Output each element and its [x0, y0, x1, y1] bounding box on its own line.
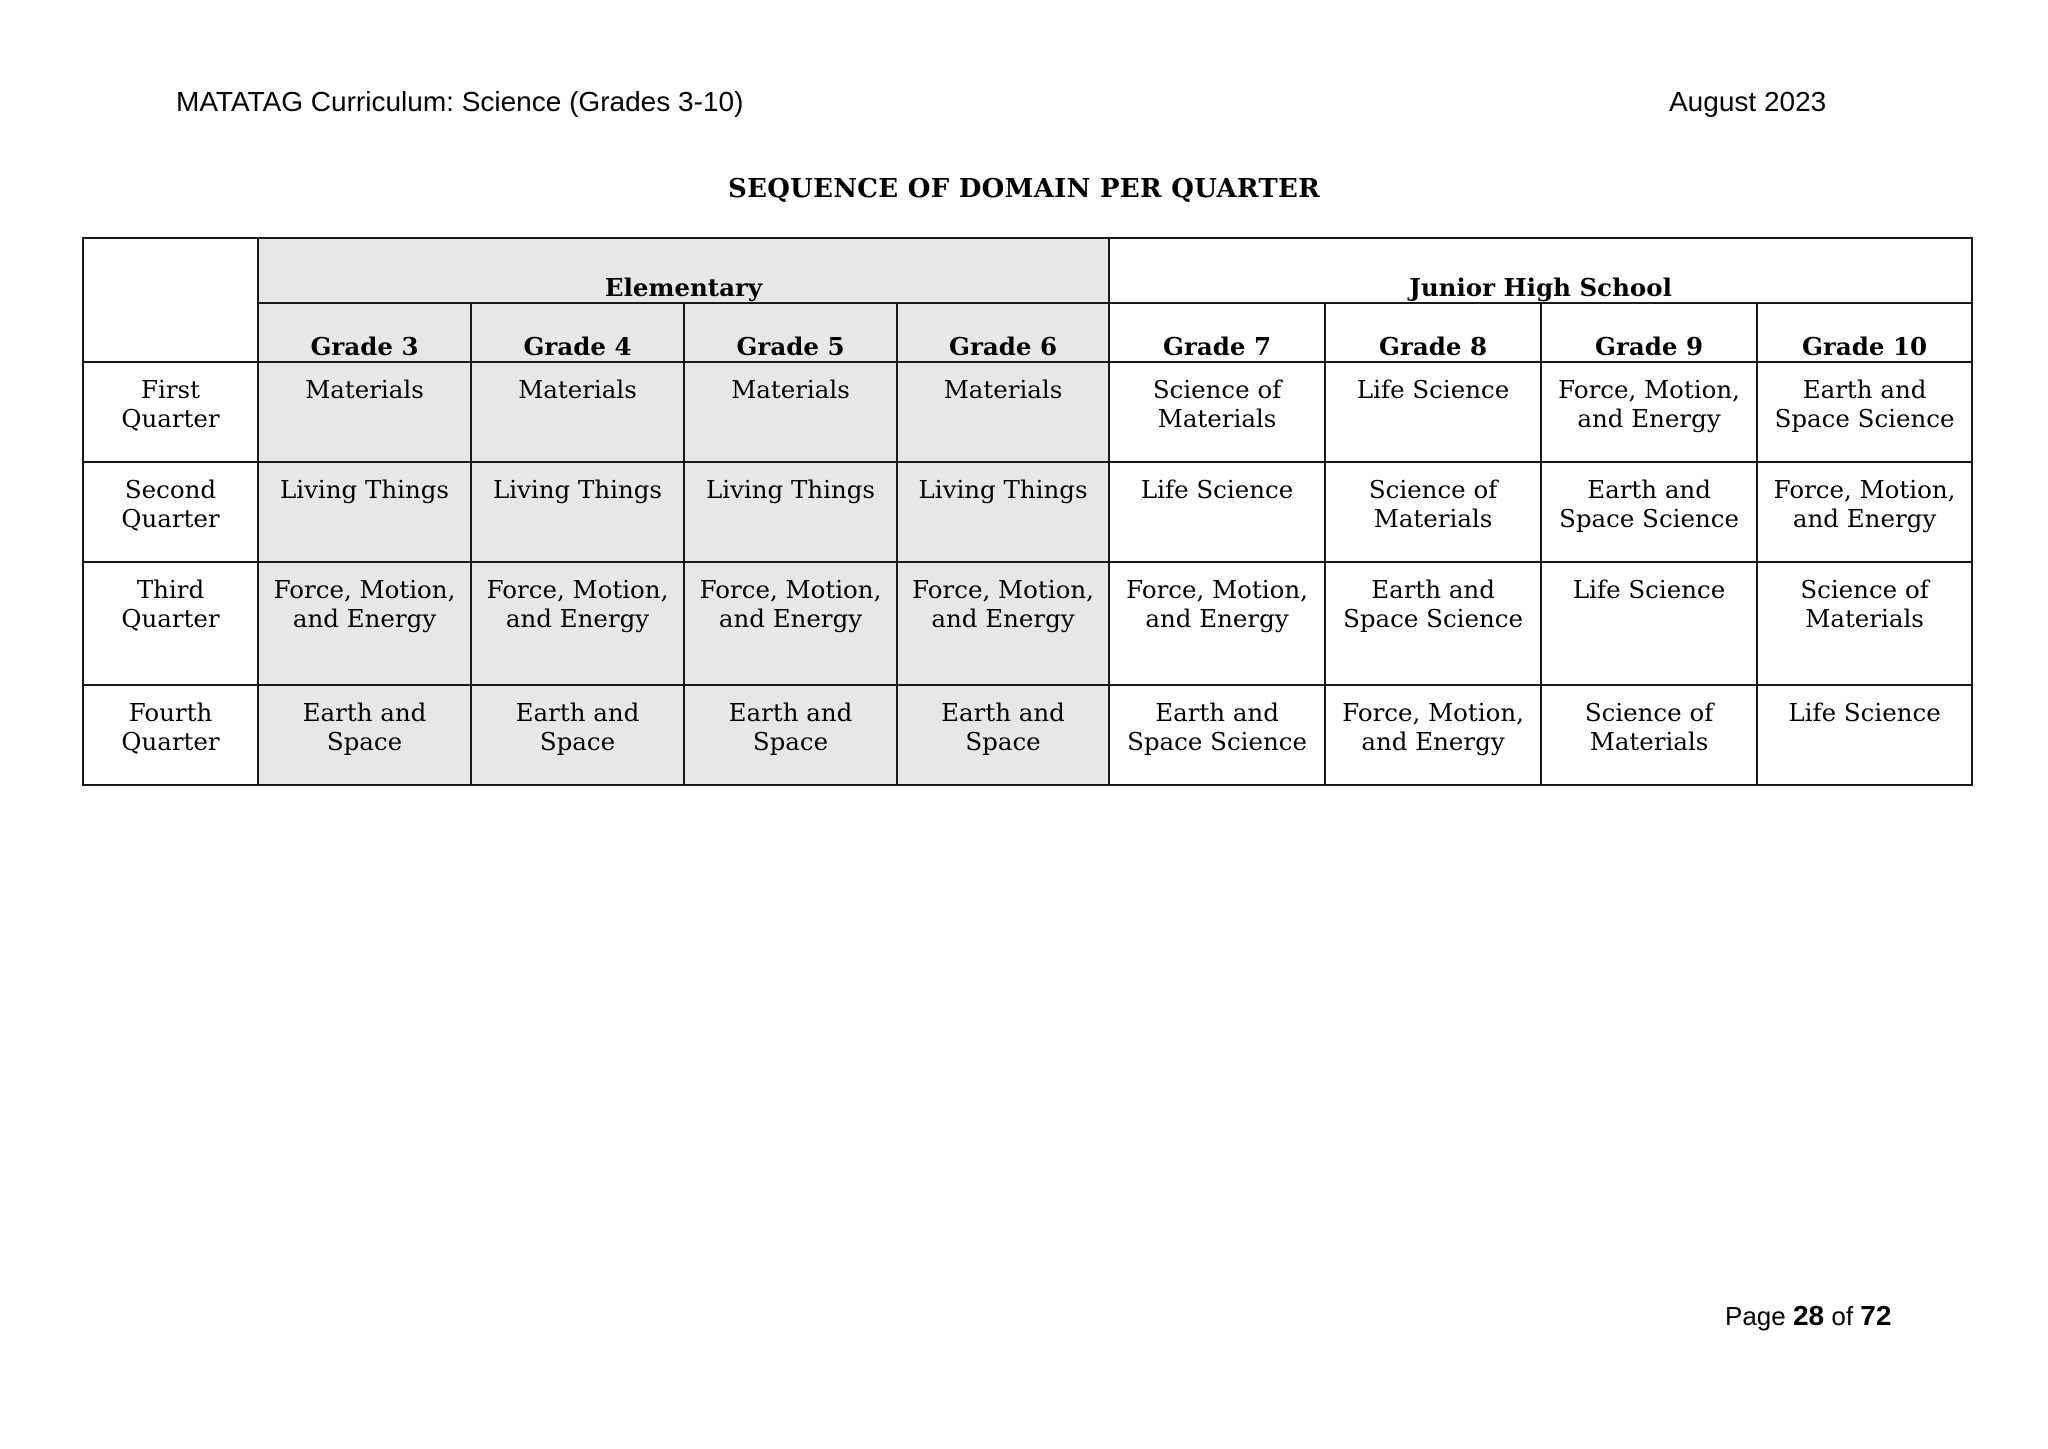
domain-cell-line: Life Science — [1140, 475, 1294, 504]
quarter-label — [83, 562, 258, 685]
domain-cell-line: Materials — [1157, 404, 1277, 433]
group-header-elementary: Elementary — [258, 238, 1109, 303]
grade-header: Grade 5 — [684, 303, 897, 362]
domain-cell-line: Space — [326, 727, 403, 756]
domain-cell — [1325, 362, 1541, 462]
domain-cell — [1757, 362, 1972, 462]
domain-cell — [1325, 462, 1541, 562]
domain-cell-line: Materials — [305, 375, 424, 404]
domain-cell-line: Space Science — [1343, 604, 1523, 633]
current-page: 28 — [1792, 1300, 1825, 1331]
domain-cell — [258, 362, 471, 462]
domain-cell — [1541, 562, 1757, 685]
grade-header: Grade 6 — [897, 303, 1109, 362]
domain-cell — [471, 362, 684, 462]
of-word: of — [1831, 1301, 1854, 1331]
domain-cell-line: and Energy — [1361, 727, 1505, 756]
domain-cell-line: Materials — [1805, 604, 1924, 633]
grade-header: Grade 8 — [1325, 303, 1541, 362]
quarter-label — [83, 685, 258, 785]
domain-cell-line: and Energy — [292, 604, 437, 633]
document-header-title: MATATAG Curriculum: Science (Grades 3-10) — [176, 86, 744, 117]
table-body — [83, 362, 1972, 785]
domain-cell — [1109, 685, 1325, 785]
quarter-label-line: Third — [136, 575, 205, 604]
domain-cell — [684, 685, 897, 785]
domain-cell-line: Living Things — [279, 475, 450, 504]
domain-cell-line: Earth and — [941, 698, 1065, 727]
domain-cell-line: Force, Motion, — [273, 575, 456, 604]
domain-cell — [1109, 362, 1325, 462]
quarter-label-line: First — [141, 375, 200, 404]
domain-cell-line: and Energy — [718, 604, 863, 633]
domain-cell — [1757, 685, 1972, 785]
domain-cell-line: Force, Motion, — [1126, 575, 1308, 604]
quarter-label-line: Quarter — [121, 404, 220, 433]
domain-cell-line: Space Science — [1127, 727, 1307, 756]
table-row — [83, 462, 1972, 562]
domain-cell — [1325, 562, 1541, 685]
table-row — [83, 685, 1972, 785]
grade-header: Grade 9 — [1541, 303, 1757, 362]
domain-cell-line: Life Science — [1356, 375, 1510, 404]
domain-cell-line: Earth and — [728, 698, 853, 727]
domain-cell — [1541, 685, 1757, 785]
domain-cell-line: Science of — [1152, 375, 1282, 404]
domain-cell-line: Force, Motion, — [1773, 475, 1956, 504]
grade-header: Grade 7 — [1109, 303, 1325, 362]
domain-cell-line: Materials — [1373, 504, 1493, 533]
domain-cell-line: Materials — [731, 375, 850, 404]
table-row — [83, 362, 1972, 462]
domain-cell — [1109, 562, 1325, 685]
domain-cell-line: Earth and — [1371, 575, 1495, 604]
domain-cell-line: and Energy — [505, 604, 650, 633]
domain-cell — [897, 685, 1109, 785]
page-number — [1725, 1300, 1891, 1332]
domain-cell-line: Life Science — [1572, 575, 1726, 604]
domain-cell — [1325, 685, 1541, 785]
domain-cell-line: and Energy — [1792, 504, 1937, 533]
quarter-label-line: Fourth — [128, 698, 213, 727]
document-header-date: August 2023 — [1669, 86, 1827, 117]
domain-cell-line: Space — [752, 727, 829, 756]
page-title: SEQUENCE OF DOMAIN PER QUARTER — [728, 174, 1320, 204]
domain-cell-line: Force, Motion, — [912, 575, 1094, 604]
grade-header: Grade 3 — [258, 303, 471, 362]
page-word: Page — [1725, 1301, 1786, 1331]
domain-cell-line: Living Things — [492, 475, 663, 504]
quarter-label — [83, 362, 258, 462]
domain-cell — [684, 562, 897, 685]
domain-cell — [897, 462, 1109, 562]
domain-cell — [684, 362, 897, 462]
corner-cell — [83, 238, 258, 362]
group-header-row — [83, 238, 1972, 303]
domain-cell-line: Space Science — [1774, 404, 1955, 433]
domain-cell-line: Life Science — [1788, 698, 1941, 727]
domain-cell — [258, 562, 471, 685]
domain-cell-line: Science of — [1584, 698, 1714, 727]
domain-cell-line: Force, Motion, — [1342, 698, 1524, 727]
domain-cell-line: Living Things — [705, 475, 876, 504]
quarter-label-line: Quarter — [121, 504, 220, 533]
total-pages: 72 — [1860, 1300, 1892, 1331]
domain-cell — [1757, 562, 1972, 685]
domain-cell — [258, 462, 471, 562]
quarter-label — [83, 462, 258, 562]
domain-cell-line: Space Science — [1559, 504, 1739, 533]
domain-cell-line: and Energy — [1145, 604, 1289, 633]
quarter-label-line: Quarter — [121, 727, 220, 756]
domain-cell-line: Materials — [943, 375, 1063, 404]
domain-cell-line: Earth and — [1587, 475, 1711, 504]
group-header-junior-high: Junior High School — [1109, 238, 1972, 303]
domain-cell — [897, 562, 1109, 685]
domain-cell — [471, 462, 684, 562]
domain-cell-line: Space — [965, 727, 1041, 756]
domain-cell-line: Earth and — [515, 698, 640, 727]
domain-cell — [684, 462, 897, 562]
domain-cell-line: Materials — [518, 375, 637, 404]
domain-cell-line: Living Things — [918, 475, 1088, 504]
domain-cell-line: Earth and — [1155, 698, 1279, 727]
domain-cell-line: Materials — [1589, 727, 1709, 756]
domain-cell-line: Force, Motion, — [486, 575, 669, 604]
domain-cell-line: Space — [539, 727, 616, 756]
domain-cell-line: Earth and — [1802, 375, 1927, 404]
grade-header-row — [83, 303, 1972, 362]
domain-cell — [258, 685, 471, 785]
domain-cell — [471, 685, 684, 785]
domain-cell-line: Force, Motion, — [699, 575, 882, 604]
domain-cell-line: Force, Motion, — [1558, 375, 1740, 404]
domain-cell-line: Science of — [1368, 475, 1498, 504]
domain-cell-line: and Energy — [931, 604, 1075, 633]
domain-cell — [1109, 462, 1325, 562]
domain-cell-line: Earth and — [302, 698, 427, 727]
domain-cell-line: Science of — [1800, 575, 1929, 604]
domain-cell — [897, 362, 1109, 462]
domain-cell-line: and Energy — [1577, 404, 1721, 433]
domain-cell — [1757, 462, 1972, 562]
domain-sequence-table — [82, 237, 1973, 786]
quarter-label-line: Second — [124, 475, 217, 504]
grade-header: Grade 10 — [1757, 303, 1972, 362]
quarter-label-line: Quarter — [121, 604, 220, 633]
table-row — [83, 562, 1972, 685]
domain-cell — [1541, 462, 1757, 562]
domain-cell — [1541, 362, 1757, 462]
domain-cell — [471, 562, 684, 685]
grade-header: Grade 4 — [471, 303, 684, 362]
